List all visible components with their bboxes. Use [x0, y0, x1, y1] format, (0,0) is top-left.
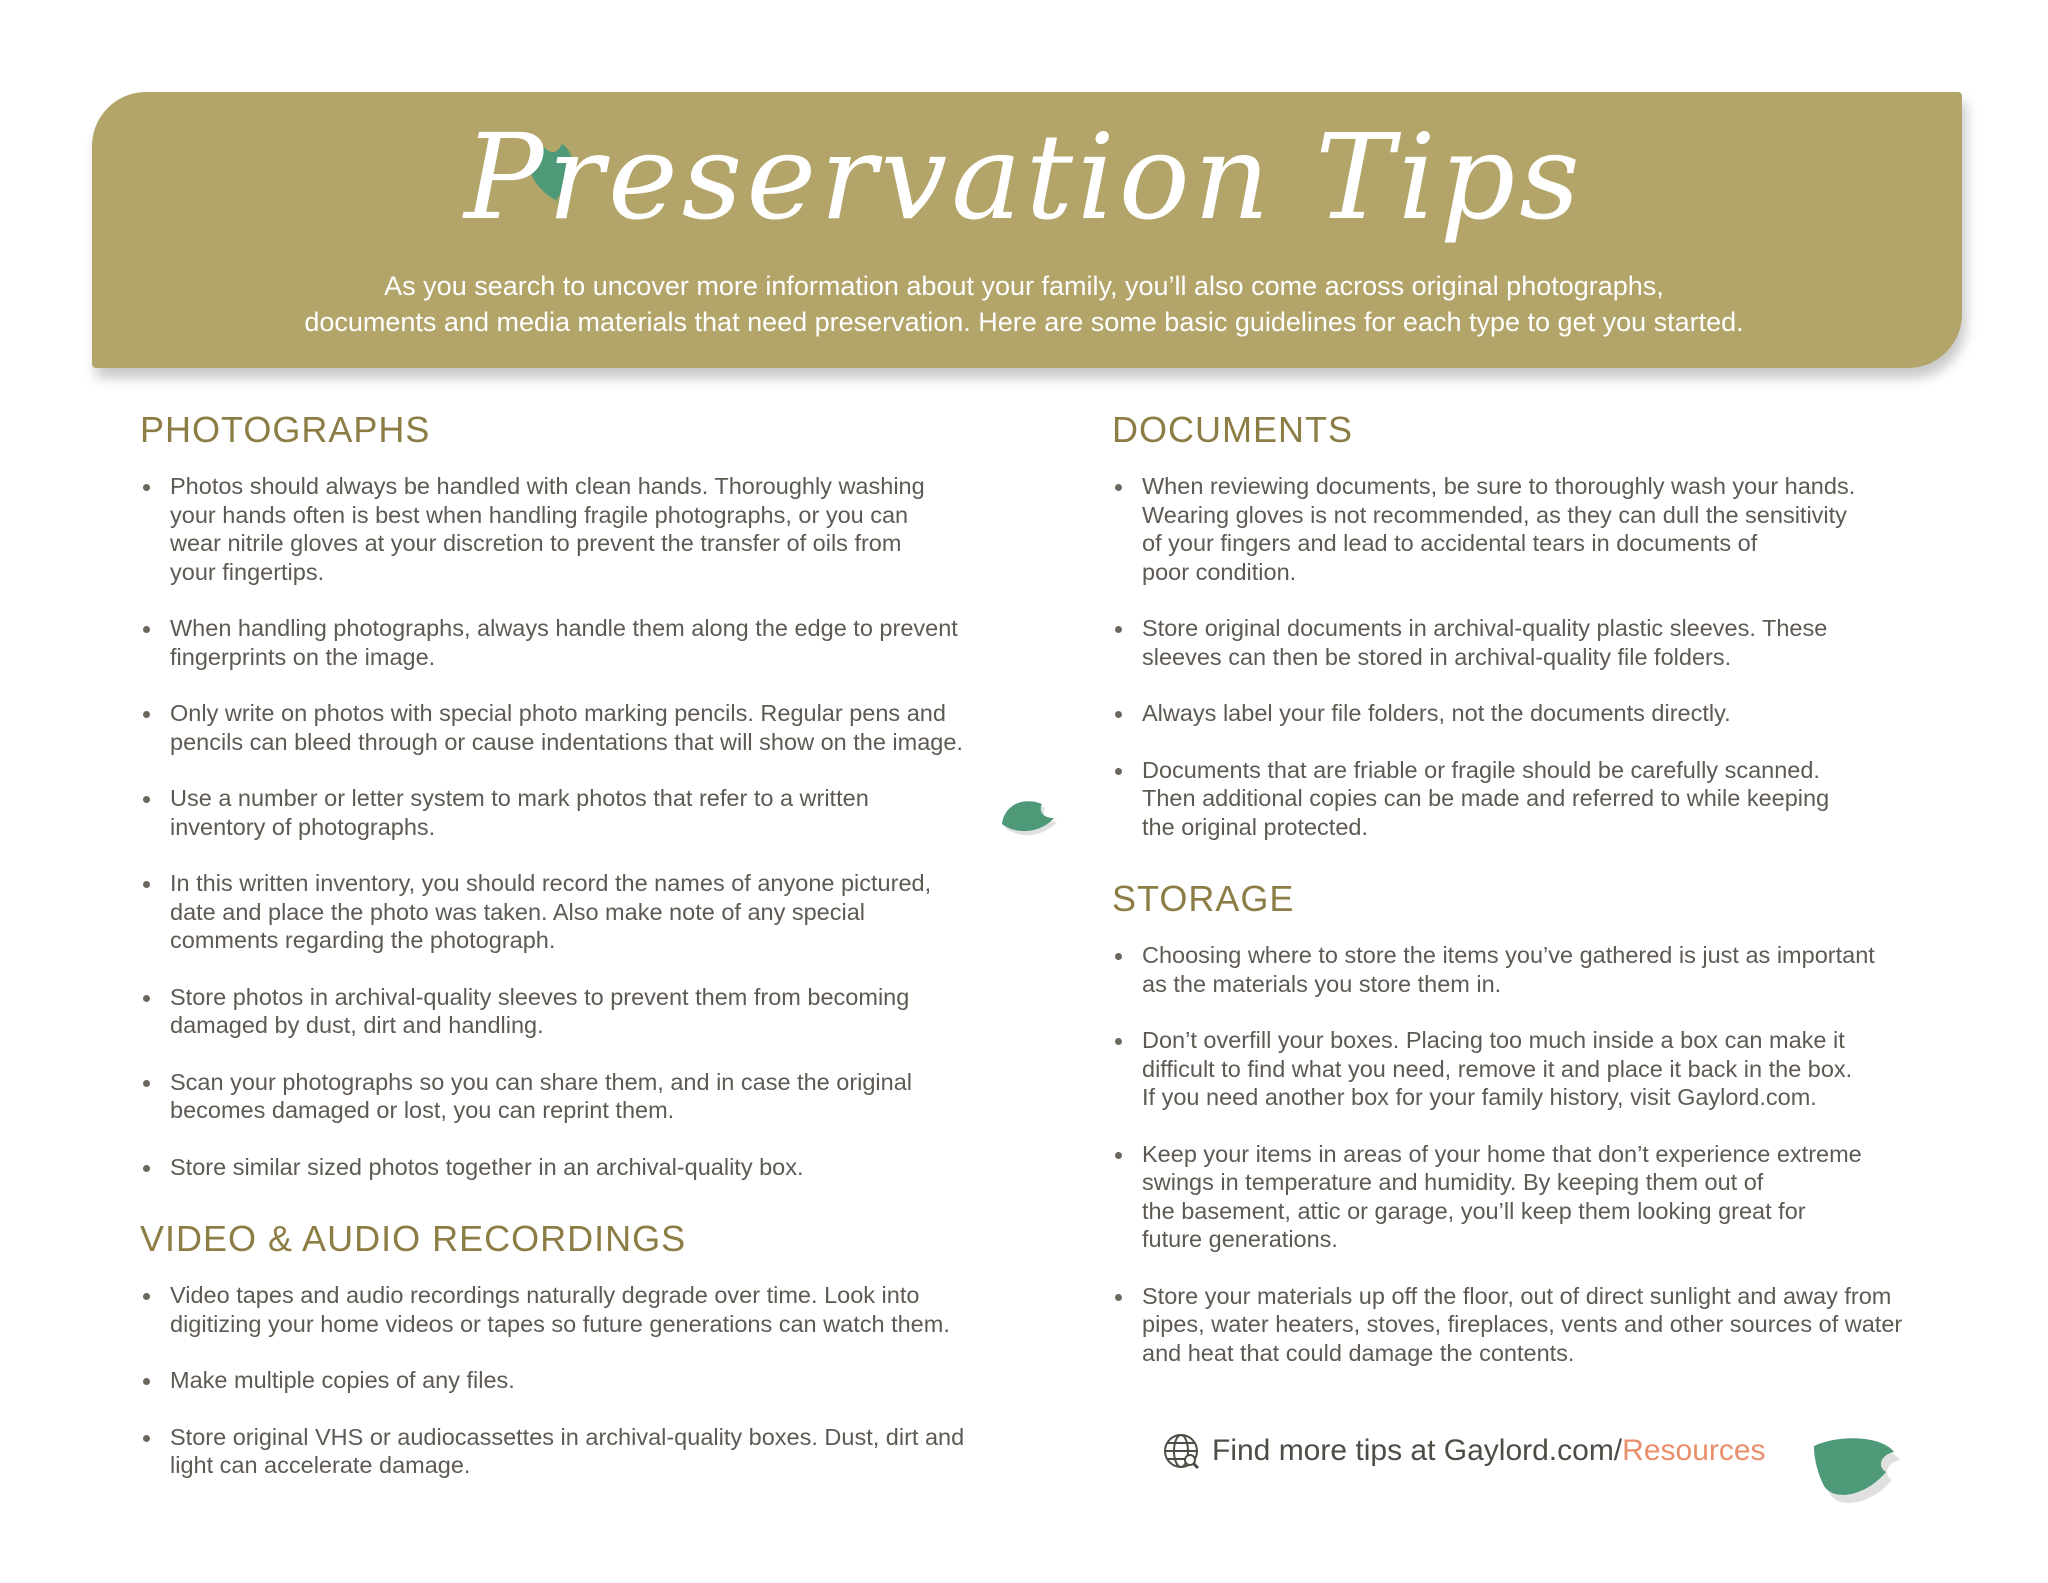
list-item-line: Store original VHS or audiocassettes in archival-quality boxes. Dust, dirt and — [170, 1423, 965, 1450]
resources-link[interactable]: Resources — [1622, 1434, 1766, 1467]
list-item — [1112, 472, 1972, 586]
list-item-line: Store your materials up off the floor, out of direct sunlight and away from — [1142, 1282, 1892, 1309]
list-item-line: the original protected. — [1142, 813, 1369, 840]
list-item — [140, 983, 1040, 1040]
list-item-line: pencils can bleed through or cause indentations that will show on the image. — [170, 728, 963, 755]
globe-icon — [1162, 1432, 1200, 1470]
list-item-line: fingerprints on the image. — [170, 643, 436, 670]
list-item-line: pipes, water heaters, stoves, fireplaces, vents and other sources of water — [1142, 1311, 1903, 1337]
list-item-line: wear nitrile gloves at your discretion to prevent the transfer of oils from — [170, 530, 902, 556]
list-item — [140, 1281, 1040, 1338]
list-item-line: Choosing where to store the items you’ve gathered is just as important — [1142, 942, 1875, 968]
list-item-line: damaged by dust, dirt and handling. — [170, 1012, 544, 1038]
footer-text: Find more tips at Gaylord.com/ — [1212, 1434, 1623, 1467]
section-heading-documents: DOCUMENTS — [1112, 409, 1353, 450]
list-item — [140, 869, 1040, 955]
list-item-line: comments regarding the photograph. — [170, 927, 556, 953]
leaf-icon-footer — [1810, 1432, 1910, 1522]
list-item-line: When reviewing documents, be sure to thoroughly wash your hands. — [1142, 473, 1856, 499]
list-item-line: When handling photographs, always handle them along the edge to prevent — [170, 615, 958, 641]
list-item-line: digitizing your home videos or tapes so future generations can watch them. — [170, 1310, 950, 1337]
list-item-line: Store similar sized photos together in an archival-quality box. — [170, 1153, 804, 1180]
documents-list — [1112, 472, 1972, 841]
list-item-line: poor condition. — [1142, 558, 1297, 585]
list-item-line: light can accelerate damage. — [170, 1452, 471, 1478]
list-item-line: Keep your items in areas of your home that don’t experience extreme — [1142, 1140, 1862, 1167]
list-item — [1112, 1026, 1972, 1112]
right-column — [1112, 400, 1972, 1395]
list-item — [140, 784, 1040, 841]
list-item-line: Make multiple copies of any files. — [170, 1367, 515, 1393]
list-item — [1112, 699, 1972, 728]
list-item-line: becomes damaged or lost, you can reprint them. — [170, 1097, 675, 1123]
list-item — [140, 1068, 1040, 1125]
list-item-line: Then additional copies can be made and referred to while keeping — [1142, 785, 1830, 811]
list-item-line: the basement, attic or garage, you’ll keep them looking great for — [1142, 1197, 1806, 1224]
storage-list — [1112, 941, 1972, 1367]
list-item — [140, 699, 1040, 756]
list-item-line: Always label your file folders, not the documents directly. — [1142, 700, 1731, 726]
list-item-line: If you need another box for your family history, visit Gaylord.com. — [1142, 1084, 1817, 1110]
list-item — [140, 472, 1040, 586]
list-item — [1112, 941, 1972, 998]
list-item-line: Photos should always be handled with clean hands. Thoroughly washing — [170, 473, 925, 499]
photographs-list — [140, 472, 1040, 1181]
list-item-line: sleeves can then be stored in archival-quality file folders. — [1142, 643, 1732, 670]
list-item-line: of your fingers and lead to accidental tears in documents of — [1142, 530, 1758, 556]
intro-text — [0, 268, 2048, 340]
intro-line: documents and media materials that need preservation. Here are some basic guidelines for each type to get you started. — [304, 307, 1744, 337]
list-item-line: Use a number or letter system to mark photos that refer to a written — [170, 785, 869, 811]
leaf-icon-middle — [998, 790, 1058, 840]
list-item-line: Documents that are friable or fragile should be carefully scanned. — [1142, 756, 1820, 783]
section-heading-photographs: PHOTOGRAPHS — [140, 409, 431, 450]
list-item-line: inventory of photographs. — [170, 813, 436, 840]
list-item — [140, 1423, 1040, 1480]
list-item — [1112, 1282, 1972, 1368]
list-item-line: Video tapes and audio recordings naturally degrade over time. Look into — [170, 1282, 920, 1308]
list-item — [1112, 1140, 1972, 1254]
section-heading-storage: STORAGE — [1112, 878, 1295, 919]
section-heading-video-audio: VIDEO & AUDIO RECORDINGS — [140, 1218, 687, 1259]
list-item-line: as the materials you store them in. — [1142, 970, 1502, 997]
list-item-line: Store original documents in archival-quality plastic sleeves. These — [1142, 615, 1828, 641]
video-audio-list — [140, 1281, 1040, 1480]
list-item — [1112, 614, 1972, 671]
list-item — [140, 614, 1040, 671]
footer-link[interactable] — [1162, 1432, 1766, 1470]
list-item-line: Don’t overfill your boxes. Placing too much inside a box can make it — [1142, 1027, 1845, 1053]
list-item-line: date and place the photo was taken. Also make note of any special — [170, 898, 866, 925]
page-title: Preservation Tips — [464, 108, 1584, 246]
list-item-line: In this written inventory, you should record the names of anyone pictured, — [170, 870, 932, 896]
list-item-line: your hands often is best when handling fragile photographs, or you can — [170, 501, 909, 528]
list-item-line: your fingertips. — [170, 558, 325, 585]
left-column — [140, 400, 1040, 1508]
list-item-line: difficult to find what you need, remove it and place it back in the box. — [1142, 1055, 1853, 1082]
list-item — [140, 1153, 1040, 1182]
list-item-line: Store photos in archival-quality sleeves to prevent them from becoming — [170, 983, 910, 1010]
list-item-line: Wearing gloves is not recommended, as they can dull the sensitivity — [1142, 501, 1847, 528]
list-item-line: swings in temperature and humidity. By keeping them out of — [1142, 1169, 1764, 1195]
list-item-line: Scan your photographs so you can share them, and in case the original — [170, 1068, 913, 1095]
intro-line: As you search to uncover more information about your family, you’ll also come across original photographs, — [384, 271, 1664, 301]
list-item — [140, 1366, 1040, 1395]
list-item-line: Only write on photos with special photo marking pencils. Regular pens and — [170, 700, 946, 726]
list-item-line: and heat that could damage the contents. — [1142, 1339, 1575, 1366]
list-item-line: future generations. — [1142, 1226, 1338, 1252]
list-item — [1112, 756, 1972, 842]
